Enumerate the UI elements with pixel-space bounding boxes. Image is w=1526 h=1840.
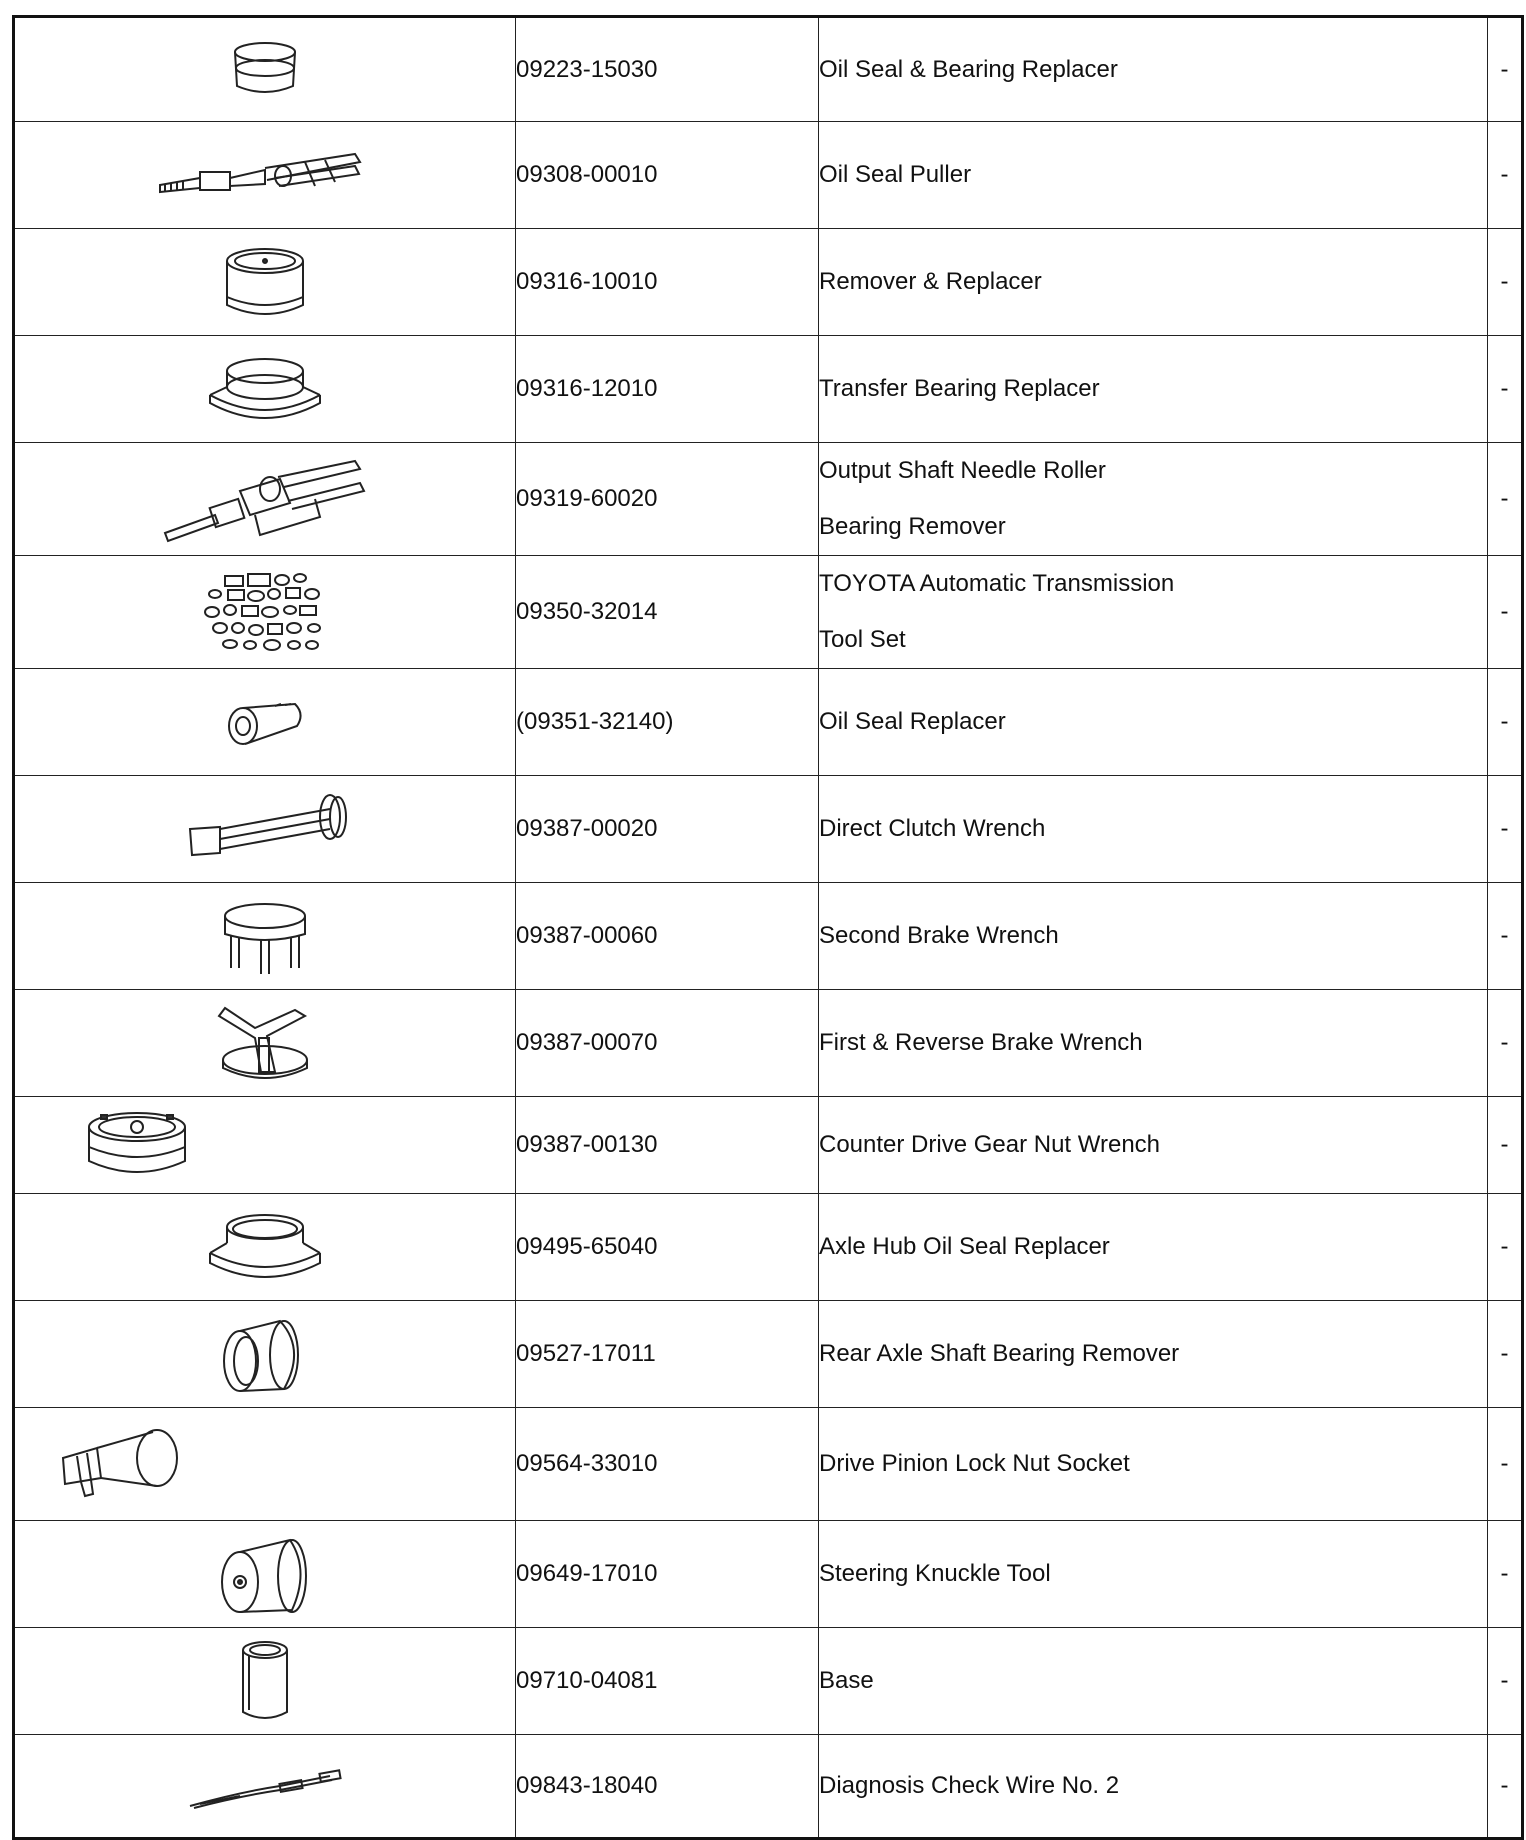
part-number: 09495-65040	[516, 1194, 819, 1301]
table-row	[14, 1735, 1523, 1839]
tool-image-cell	[14, 17, 516, 122]
table-row	[14, 990, 1523, 1097]
clutch-wrench-icon	[180, 789, 350, 869]
table-row	[14, 1301, 1523, 1408]
table-row	[14, 229, 1523, 336]
note-cell: -	[1488, 122, 1523, 229]
table-row	[14, 17, 1523, 122]
note-cell: -	[1488, 17, 1523, 122]
part-number: 09527-17011	[516, 1301, 819, 1408]
bearing-remover-icon	[160, 451, 370, 547]
part-number: 09387-00070	[516, 990, 819, 1097]
tool-name: Drive Pinion Lock Nut Socket	[819, 1408, 1488, 1521]
tool-set-icon	[200, 570, 330, 654]
tool-name: First & Reverse Brake Wrench	[819, 990, 1488, 1097]
cylinder-replacer-icon	[205, 239, 325, 325]
tool-image-cell	[14, 669, 516, 776]
part-number: 09710-04081	[516, 1628, 819, 1735]
note-cell: -	[1488, 990, 1523, 1097]
table-row	[14, 1194, 1523, 1301]
tool-image-cell	[14, 443, 516, 556]
note-cell: -	[1488, 1408, 1523, 1521]
check-wire-icon	[180, 1756, 350, 1816]
tool-image-cell	[14, 776, 516, 883]
tool-name: Direct Clutch Wrench	[819, 776, 1488, 883]
tool-image-cell	[14, 1301, 516, 1408]
table-row	[14, 669, 1523, 776]
tool-image-cell	[14, 1521, 516, 1628]
axle-bearing-remover-icon	[210, 1309, 320, 1399]
note-cell: -	[1488, 1194, 1523, 1301]
tool-name: Oil Seal Replacer	[819, 669, 1488, 776]
tool-name: Steering Knuckle Tool	[819, 1521, 1488, 1628]
tool-image-cell	[14, 990, 516, 1097]
tool-name: Base	[819, 1628, 1488, 1735]
note-cell: -	[1488, 669, 1523, 776]
note-cell: -	[1488, 1735, 1523, 1839]
note-cell: -	[1488, 1628, 1523, 1735]
brake-wrench-icon	[205, 894, 325, 978]
note-cell: -	[1488, 1097, 1523, 1194]
tool-image-cell	[14, 336, 516, 443]
part-number: 09308-00010	[516, 122, 819, 229]
nut-wrench-icon	[75, 1105, 205, 1185]
tool-name: Rear Axle Shaft Bearing Remover	[819, 1301, 1488, 1408]
ring-replacer-icon	[200, 349, 330, 429]
tool-name: Transfer Bearing Replacer	[819, 336, 1488, 443]
part-number: 09649-17010	[516, 1521, 819, 1628]
tool-name: Oil Seal & Bearing Replacer	[819, 17, 1488, 122]
tool-name: Oil Seal Puller	[819, 122, 1488, 229]
tool-name: Counter Drive Gear Nut Wrench	[819, 1097, 1488, 1194]
table-row	[14, 776, 1523, 883]
base-icon	[225, 1636, 305, 1726]
part-number: 09316-12010	[516, 336, 819, 443]
tool-image-cell	[14, 1097, 516, 1194]
tool-image-cell	[14, 556, 516, 669]
tool-name: Axle Hub Oil Seal Replacer	[819, 1194, 1488, 1301]
note-cell: -	[1488, 883, 1523, 990]
note-cell: -	[1488, 556, 1523, 669]
part-number: 09387-00060	[516, 883, 819, 990]
knuckle-tool-icon	[210, 1526, 320, 1622]
tool-name: TOYOTA Automatic Transmission Tool Set	[819, 556, 1488, 669]
tool-name: Output Shaft Needle Roller Bearing Remover	[819, 443, 1488, 556]
tool-image-cell	[14, 1194, 516, 1301]
tool-name: Remover & Replacer	[819, 229, 1488, 336]
tool-name: Diagnosis Check Wire No. 2	[819, 1735, 1488, 1839]
part-number: 09316-10010	[516, 229, 819, 336]
seal-replacer-icon	[195, 30, 335, 110]
special-tools-table	[12, 15, 1524, 1840]
part-number: 09223-15030	[516, 17, 819, 122]
table-row	[14, 883, 1523, 990]
socket-icon	[57, 1422, 187, 1506]
table-row	[14, 1097, 1523, 1194]
tool-image-cell	[14, 229, 516, 336]
table-row	[14, 1521, 1523, 1628]
note-cell: -	[1488, 336, 1523, 443]
part-number: (09351-32140)	[516, 669, 819, 776]
tool-image-cell	[14, 1408, 516, 1521]
part-number: 09387-00020	[516, 776, 819, 883]
part-number: 09843-18040	[516, 1735, 819, 1839]
table-row	[14, 1628, 1523, 1735]
tool-name: Second Brake Wrench	[819, 883, 1488, 990]
puller-icon	[155, 140, 375, 210]
tool-image-cell	[14, 1628, 516, 1735]
part-number: 09387-00130	[516, 1097, 819, 1194]
part-number: 09319-60020	[516, 443, 819, 556]
note-cell: -	[1488, 1301, 1523, 1408]
table-row	[14, 556, 1523, 669]
note-cell: -	[1488, 1521, 1523, 1628]
note-cell: -	[1488, 776, 1523, 883]
table-row	[14, 122, 1523, 229]
table-row	[14, 443, 1523, 556]
table-row	[14, 1408, 1523, 1521]
tool-image-cell	[14, 1735, 516, 1839]
tool-image-cell	[14, 122, 516, 229]
hub-seal-replacer-icon	[200, 1207, 330, 1287]
reverse-brake-wrench-icon	[205, 998, 325, 1088]
part-number: 09350-32014	[516, 556, 819, 669]
tool-image-cell	[14, 883, 516, 990]
note-cell: -	[1488, 443, 1523, 556]
table-row	[14, 336, 1523, 443]
small-replacer-icon	[215, 692, 315, 752]
part-number: 09564-33010	[516, 1408, 819, 1521]
note-cell: -	[1488, 229, 1523, 336]
